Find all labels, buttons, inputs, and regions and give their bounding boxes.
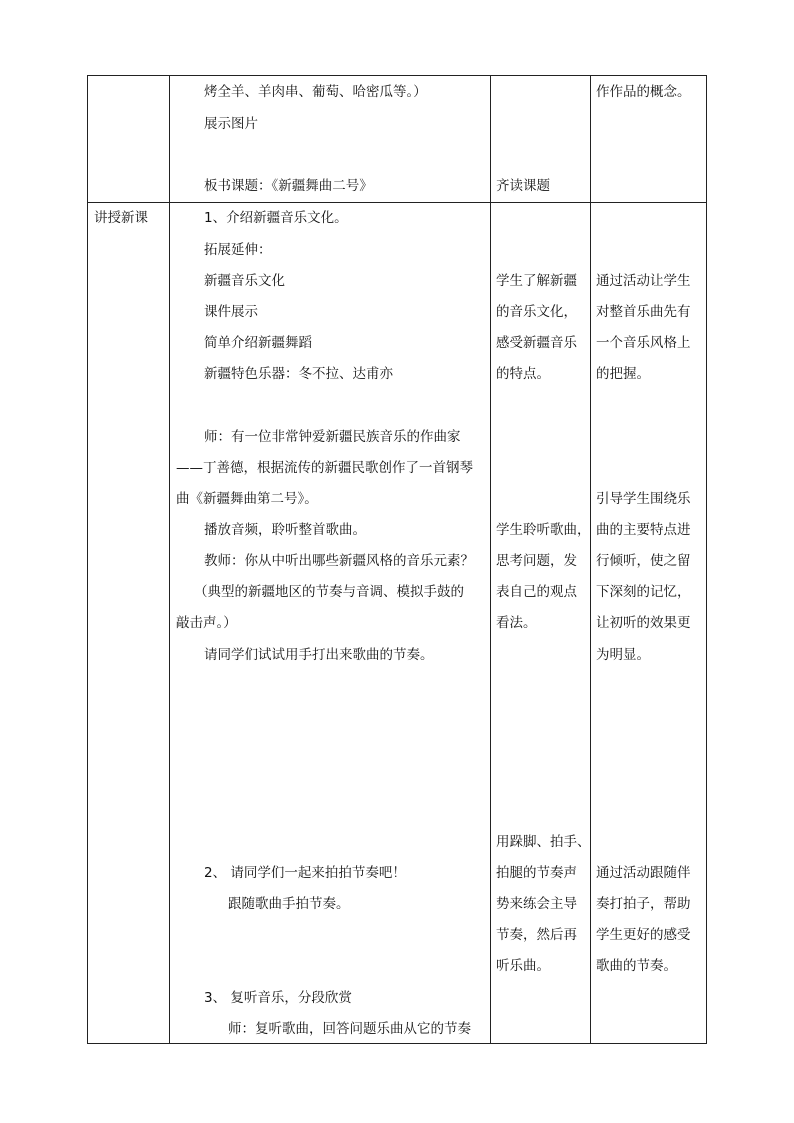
row-divider (88, 202, 706, 203)
design-purpose: 行倾听，使之留 (596, 553, 691, 569)
design-purpose: 引导学生围绕乐 (596, 491, 691, 507)
intro-line: 烤全羊、羊肉串、葡萄、哈密瓜等。） (204, 84, 427, 100)
student-activity: 用跺脚、拍手、 (496, 834, 591, 850)
design-purpose: 让初听的效果更 (596, 615, 691, 631)
design-purpose: 一个音乐风格上 (596, 335, 691, 351)
content-line: 播放音频，聆听整首歌曲。 (204, 522, 366, 538)
content-line: ——丁善德，根据流传的新疆民歌创作了一首钢琴 (176, 460, 473, 476)
student-activity: 拍腿的节奏声 (496, 865, 577, 881)
content-line: （典型的新疆地区的节奏与音调、模拟手鼓的 (194, 584, 464, 600)
content-line: 3、 复听音乐，分段欣赏 (204, 990, 352, 1006)
design-purpose: 下深刻的记忆， (596, 584, 691, 600)
student-activity: 的特点。 (496, 366, 550, 382)
intro-line: 展示图片 (204, 116, 258, 132)
content-line: 2、 请同学们一起来拍拍节奏吧！ (204, 865, 406, 881)
student-activity: 学生聆听歌曲， (496, 522, 591, 538)
student-activity: 思考问题，发 (496, 553, 577, 569)
student-activity: 节奏，然后再 (496, 927, 577, 943)
design-purpose: 的把握。 (596, 366, 650, 382)
content-line: 师：有一位非常钟爱新疆民族音乐的作曲家 (204, 429, 461, 445)
design-purpose: 作作品的概念。 (596, 84, 691, 100)
content-line: 师：复听歌曲，回答问题乐曲从它的节奏 (228, 1021, 471, 1037)
design-purpose: 歌曲的节奏。 (596, 958, 677, 974)
stage-label: 讲授新课 (94, 210, 148, 226)
intro-line: 板书课题：《新疆舞曲二号》 (204, 178, 373, 194)
content-line: 敲击声。） (176, 615, 237, 631)
design-purpose: 曲的主要特点进 (596, 522, 691, 538)
content-line: 曲《新疆舞曲第二号》。 (176, 491, 318, 507)
design-purpose: 通过活动跟随伴 (596, 865, 691, 881)
student-activity: 学生了解新疆 (496, 273, 577, 289)
design-purpose: 奏打拍子，帮助 (596, 896, 691, 912)
content-line: 简单介绍新疆舞蹈 (204, 335, 312, 351)
content-line: 1、介绍新疆音乐文化。 (204, 210, 348, 226)
lesson-plan-table (87, 75, 707, 1044)
student-activity: 看法。 (496, 615, 537, 631)
student-activity: 听乐曲。 (496, 958, 550, 974)
column-divider (590, 76, 591, 1043)
student-activity: 势来练会主导 (496, 896, 577, 912)
design-purpose: 为明显。 (596, 647, 650, 663)
content-line: 新疆特色乐器：冬不拉、达甫亦 (204, 366, 393, 382)
content-line: 请同学们试试用手打出来歌曲的节奏。 (204, 647, 434, 663)
column-divider (490, 76, 491, 1043)
content-line: 拓展延伸： (204, 242, 272, 258)
student-activity: 的音乐文化， (496, 304, 577, 320)
column-divider (169, 76, 170, 1043)
design-purpose: 对整首乐曲先有 (596, 304, 691, 320)
student-activity: 感受新疆音乐 (496, 335, 577, 351)
content-line: 教师：你从中听出哪些新疆风格的音乐元素？ (204, 553, 474, 569)
student-activity: 齐读课题 (496, 178, 550, 194)
content-line: 课件展示 (204, 304, 258, 320)
design-purpose: 学生更好的感受 (596, 927, 691, 943)
content-line: 新疆音乐文化 (204, 273, 285, 289)
student-activity: 表自己的观点 (496, 584, 577, 600)
content-line: 跟随歌曲手拍节奏。 (228, 896, 350, 912)
design-purpose: 通过活动让学生 (596, 273, 691, 289)
